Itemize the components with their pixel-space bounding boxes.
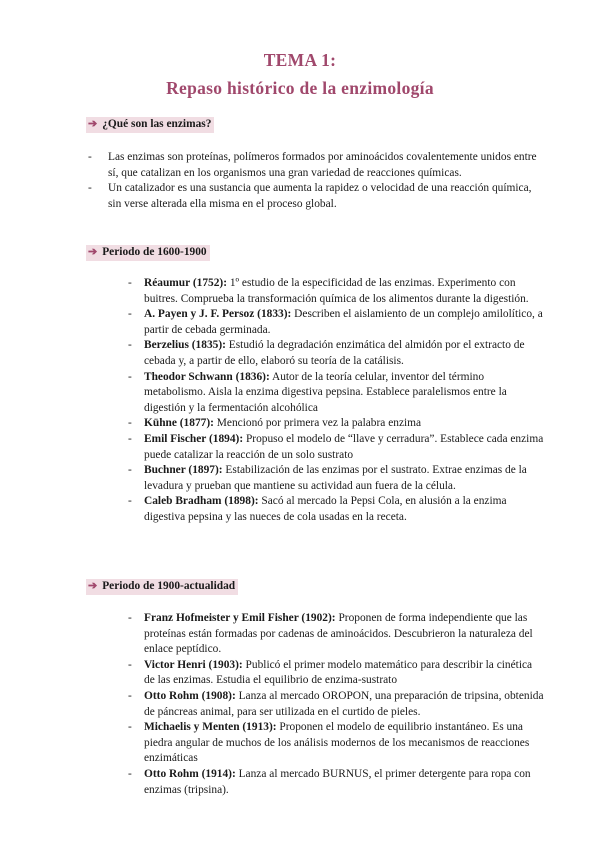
entry-text: Mencionó por primera vez la palabra enzima xyxy=(213,417,422,430)
entry-author: Otto Rohm (1908): xyxy=(144,689,236,702)
entry-text: Estudió la degradación enzimática del almidón por el extracto de cebada y, a partir de ello, elaboró su teoría de la catálisis. xyxy=(144,339,525,367)
dash-bullet: - xyxy=(128,689,132,702)
arrow-icon: ➔ xyxy=(88,118,98,131)
list-item-text: Las enzimas son proteínas, polímeros formados por aminoácidos covalentemente unidos entre sí, que catalizan en los organismos una gran variedad de reacciones químicas. xyxy=(108,151,537,179)
timeline-entry xyxy=(124,432,544,463)
entry-text: Estabilización de las enzimas por el sustrato. Extrae enzimas de la levadura y prueban que mantiene su actividad aun fuera de la célula. xyxy=(144,464,527,492)
timeline-entry xyxy=(124,338,544,369)
section-heading-label: Periodo de 1600-1900 xyxy=(102,246,207,259)
dash-bullet: - xyxy=(128,308,132,321)
timeline-entry xyxy=(124,658,544,689)
section-heading-label: ¿Qué son las enzimas? xyxy=(102,118,212,131)
timeline-entry xyxy=(124,767,544,798)
entry-author: A. Payen y J. F. Persoz (1833): xyxy=(144,308,292,321)
timeline-list-1600-1900 xyxy=(124,276,544,526)
timeline-list-1900-actualidad xyxy=(124,611,544,798)
timeline-entry xyxy=(124,689,544,720)
entry-text: Sacó al mercado la Pepsi Cola, en alusión a la enzima digestiva pepsina y las nueces de cola usadas en la receta. xyxy=(144,495,507,523)
timeline-entry xyxy=(124,307,544,338)
dash-bullet: - xyxy=(128,767,132,780)
dash-bullet: - xyxy=(128,658,132,671)
dash-bullet: - xyxy=(128,417,132,430)
section-heading-1900-actualidad xyxy=(86,579,238,595)
entry-text: 1º estudio de la especificidad de las enzimas. Experimento con buitres. Comprueba la transformación química de los alimentos durante la digestión. xyxy=(144,277,529,305)
entry-text: Autor de la teoría celular, inventor del término metabolismo. Aisla la enzima digestiva pepsina. Establece paralelismos entre la digestión y la fermentación alcohólica xyxy=(144,370,507,414)
entry-author: Emil Fischer (1894): xyxy=(144,432,244,445)
entry-author: Buchner (1897): xyxy=(144,464,223,477)
timeline-entry xyxy=(124,720,544,767)
document-title: TEMA 1: xyxy=(263,50,337,70)
entry-author: Franz Hofmeister y Emil Fisher (1902): xyxy=(144,612,336,624)
list-item xyxy=(86,181,546,212)
entry-author: Otto Rohm (1914): xyxy=(144,767,236,780)
entry-author: Caleb Bradham (1898): xyxy=(144,495,259,508)
timeline-entry xyxy=(124,370,544,417)
list-item-text: Un catalizador es una sustancia que aumenta la rapidez o velocidad de una reacción química, sin verse alterada ella misma en el proceso global. xyxy=(108,182,532,210)
dash-bullet: - xyxy=(128,432,132,445)
entry-text: Propuso el modelo de “llave y cerradura”. Establece cada enzima puede catalizar la reacción de un solo sustrato xyxy=(144,432,544,461)
section-heading-que-son xyxy=(86,117,214,133)
entry-author: Kühne (1877): xyxy=(144,417,214,430)
entry-text: Lanza al mercado OROPON, una preparación de tripsina, obtenida de páncreas animal, para ser utilizada en el curtido de pieles. xyxy=(144,689,544,718)
dash-bullet: - xyxy=(128,277,132,289)
timeline-entry xyxy=(124,463,544,494)
dash-bullet: - xyxy=(88,151,92,163)
entry-author: Berzelius (1835): xyxy=(144,339,226,352)
entry-author: Theodor Schwann (1836): xyxy=(144,370,270,383)
list-item xyxy=(86,150,546,181)
document-subtitle: Repaso histórico de la enzimología xyxy=(166,78,434,98)
entry-text: Proponen de forma independiente que las proteínas están formadas por cadenas de aminoácidos. Descubrieron la naturaleza del enlace peptídico. xyxy=(144,612,533,656)
definition-list xyxy=(86,150,546,212)
timeline-entry xyxy=(124,494,544,525)
timeline-entry xyxy=(124,276,544,307)
dash-bullet: - xyxy=(128,721,132,734)
section-heading-1600-1900 xyxy=(86,245,210,261)
dash-bullet: - xyxy=(128,339,132,352)
entry-author: Réaumur (1752): xyxy=(144,277,227,289)
dash-bullet: - xyxy=(128,495,132,508)
arrow-icon: ➔ xyxy=(88,246,98,259)
entry-author: Michaelis y Menten (1913): xyxy=(144,721,277,734)
entry-text: Proponen el modelo de equilibrio instantáneo. Es una piedra angular de muchos de los análisis modernos de los mecanismos de reacciones enzimáticas xyxy=(144,721,530,765)
timeline-entry xyxy=(124,611,544,658)
entry-text: Describen el aislamiento de un complejo amilolítico, a partir de cebada germinada. xyxy=(144,308,543,336)
dash-bullet: - xyxy=(128,464,132,477)
dash-bullet: - xyxy=(88,182,92,195)
arrow-icon: ➔ xyxy=(88,580,98,593)
entry-author: Victor Henri (1903): xyxy=(144,658,243,671)
dash-bullet: - xyxy=(128,612,132,624)
timeline-entry xyxy=(124,416,544,432)
entry-text: Lanza al mercado BURNUS, el primer detergente para ropa con enzimas (tripsina). xyxy=(144,767,531,796)
dash-bullet: - xyxy=(128,370,132,383)
entry-text: Publicó el primer modelo matemático para describir la cinética de las enzimas. Estudia el equilibrio de enzima-sustrato xyxy=(144,658,533,687)
section-heading-label: Periodo de 1900-actualidad xyxy=(102,580,236,593)
